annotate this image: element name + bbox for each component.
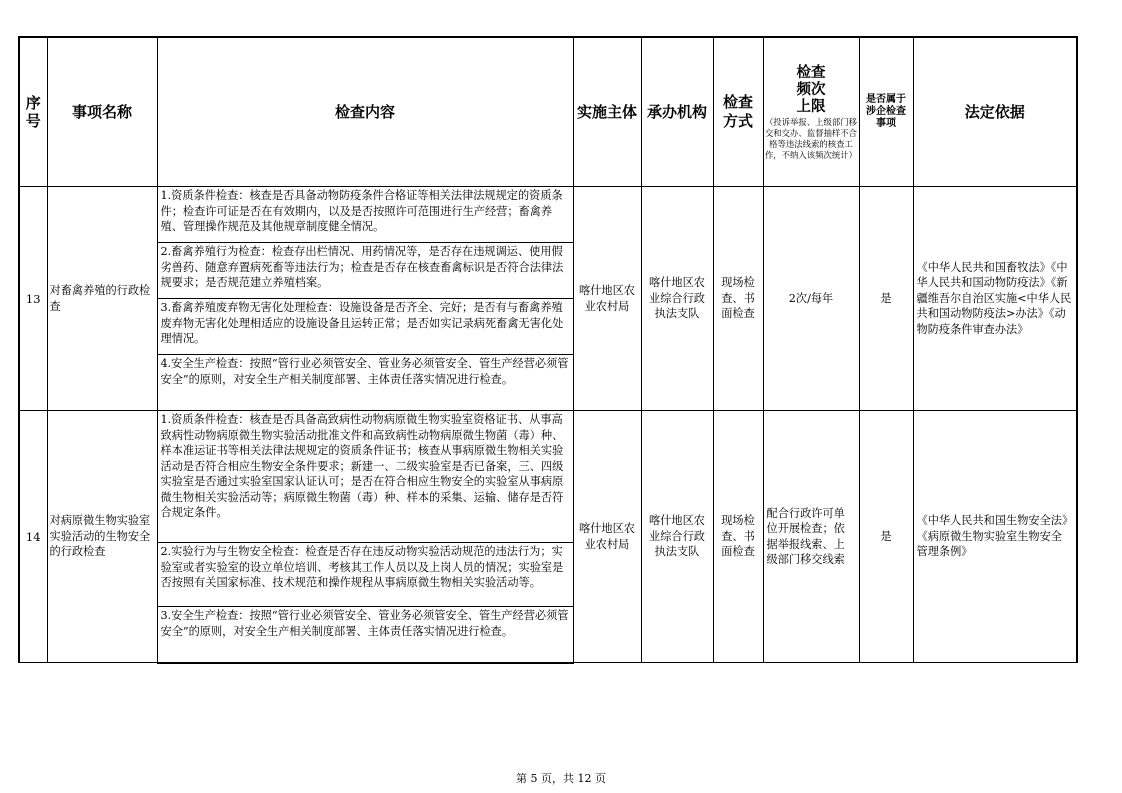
content-item: 1.资质条件检查：核查是否具备高致病性动物病原微生物实验室资格证书、从事高致病性动物病原微生物实验活动批准文件和高致病性动物病原微生物菌（毒）种、样本准运证书等相关法律法规规定的资质条件证书；核查从事病原微生物相关实验活动是否符合相应生物安全条件要求；新建一、二级实验室是否已备案，三、四级实验室是否通过实验室国家认证认可；是否在符合相应生物安全的实验室从事病原微生物相关实验活动等；病原微生物菌（毒）种、样本的采集、运输、储存是否符合规定条件。: [157, 411, 573, 543]
page-footer: 第 5 页，共 12 页: [516, 772, 606, 785]
row-item-name: 对畜禽养殖的行政检查: [47, 187, 157, 411]
header-method: [713, 37, 763, 187]
row-involve: 是: [859, 411, 913, 663]
content-item: 4.安全生产检查：按照“管行业必须管安全、管业务必须管安全、管生产经营必须管安全”的原则，对安全生产相关制度部署、主体责任落实情况进行检查。: [157, 355, 573, 411]
header-row: [19, 37, 1077, 187]
inspection-table: [18, 36, 1078, 664]
header-frequency-note: （投诉举报、上级部门移交和交办、监督抽样不合格等违法线索的核查工作，不纳入该频次统计）: [764, 116, 858, 160]
header-seq-text: 序号: [25, 94, 41, 130]
row-subject: 喀什地区农业农村局: [573, 187, 641, 411]
header-item-name: 事项名称: [47, 37, 157, 187]
header-involve: [859, 37, 913, 187]
header-involve-text: 是否属于涉企检查事项: [866, 94, 906, 129]
row-item-name: 对病原微生物实验室实验活动的生物安全的行政检查: [47, 411, 157, 663]
table-row: [19, 187, 1077, 243]
content-item: 3.畜禽养殖废弃物无害化处理检查：设施设备是否齐全、完好；是否有与畜禽养殖废弃物无害化处理相适应的设施设备且运转正常；是否如实记录病死畜禽无害化处理情况。: [157, 299, 573, 355]
row-method: 现场检查、书面检查: [713, 187, 763, 411]
row-subject: 喀什地区农业农村局: [573, 411, 641, 663]
row-basis: 《中华人民共和国生物安全法》《病原微生物实验室生物安全管理条例》: [913, 411, 1077, 663]
header-basis: 法定依据: [913, 37, 1077, 187]
row-agency: 喀什地区农业综合行政执法支队: [641, 411, 713, 663]
header-content: 检查内容: [157, 37, 573, 187]
content-item: 3.安全生产检查：按照“管行业必须管安全、管业务必须管安全、管生产经营必须管安全”的原则，对安全生产相关制度部署、主体责任落实情况进行检查。: [157, 607, 573, 663]
content-item: 2.畜禽养殖行为检查：检查存出栏情况、用药情况等，是否存在违规调运、使用假劣兽药、随意弃置病死畜等违法行为；检查是否存在核查畜禽标识是否符合法律法规要求；是否规范建立养殖档案。: [157, 243, 573, 299]
table-row: [19, 411, 1077, 543]
row-method: 现场检查、书面检查: [713, 411, 763, 663]
header-method-text: 检查方式: [722, 93, 753, 130]
row-involve: 是: [859, 187, 913, 411]
header-subject: 实施主体: [573, 37, 641, 187]
header-frequency-title: 检查频次上限: [796, 63, 826, 115]
row-agency: 喀什地区农业综合行政执法支队: [641, 187, 713, 411]
row-basis: 《中华人民共和国畜牧法》《中华人民共和国动物防疫法》《新疆维吾尔自治区实施<中华人民共和国动物防疫法>办法》《动物防疫条件审查办法》: [913, 187, 1077, 411]
content-item: 2.实验行为与生物安全检查：检查是否存在违反动物实验活动规范的违法行为；实验室或者实验室的设立单位培训、考核其工作人员以及上岗人员的情况；实验室是否按照有关国家标准、技术规范和操作规程从事病原微生物相关实验活动等。: [157, 543, 573, 607]
row-frequency: 2次/每年: [763, 187, 859, 411]
header-agency: 承办机构: [641, 37, 713, 187]
content-item: 1.资质条件检查：核查是否具备动物防疫条件合格证等相关法律法规规定的资质条件；检查许可证是否在有效期内，以及是否按照许可范围进行生产经营；畜禽养殖、管理操作规范及其他规章制度健全情况。: [157, 187, 573, 243]
header-seq: [19, 37, 47, 187]
row-seq: 14: [19, 411, 47, 663]
header-frequency: [763, 37, 859, 187]
row-frequency: 配合行政许可单位开展检查；依据举报线索、上级部门移交线索: [763, 411, 859, 663]
row-seq: 13: [19, 187, 47, 411]
